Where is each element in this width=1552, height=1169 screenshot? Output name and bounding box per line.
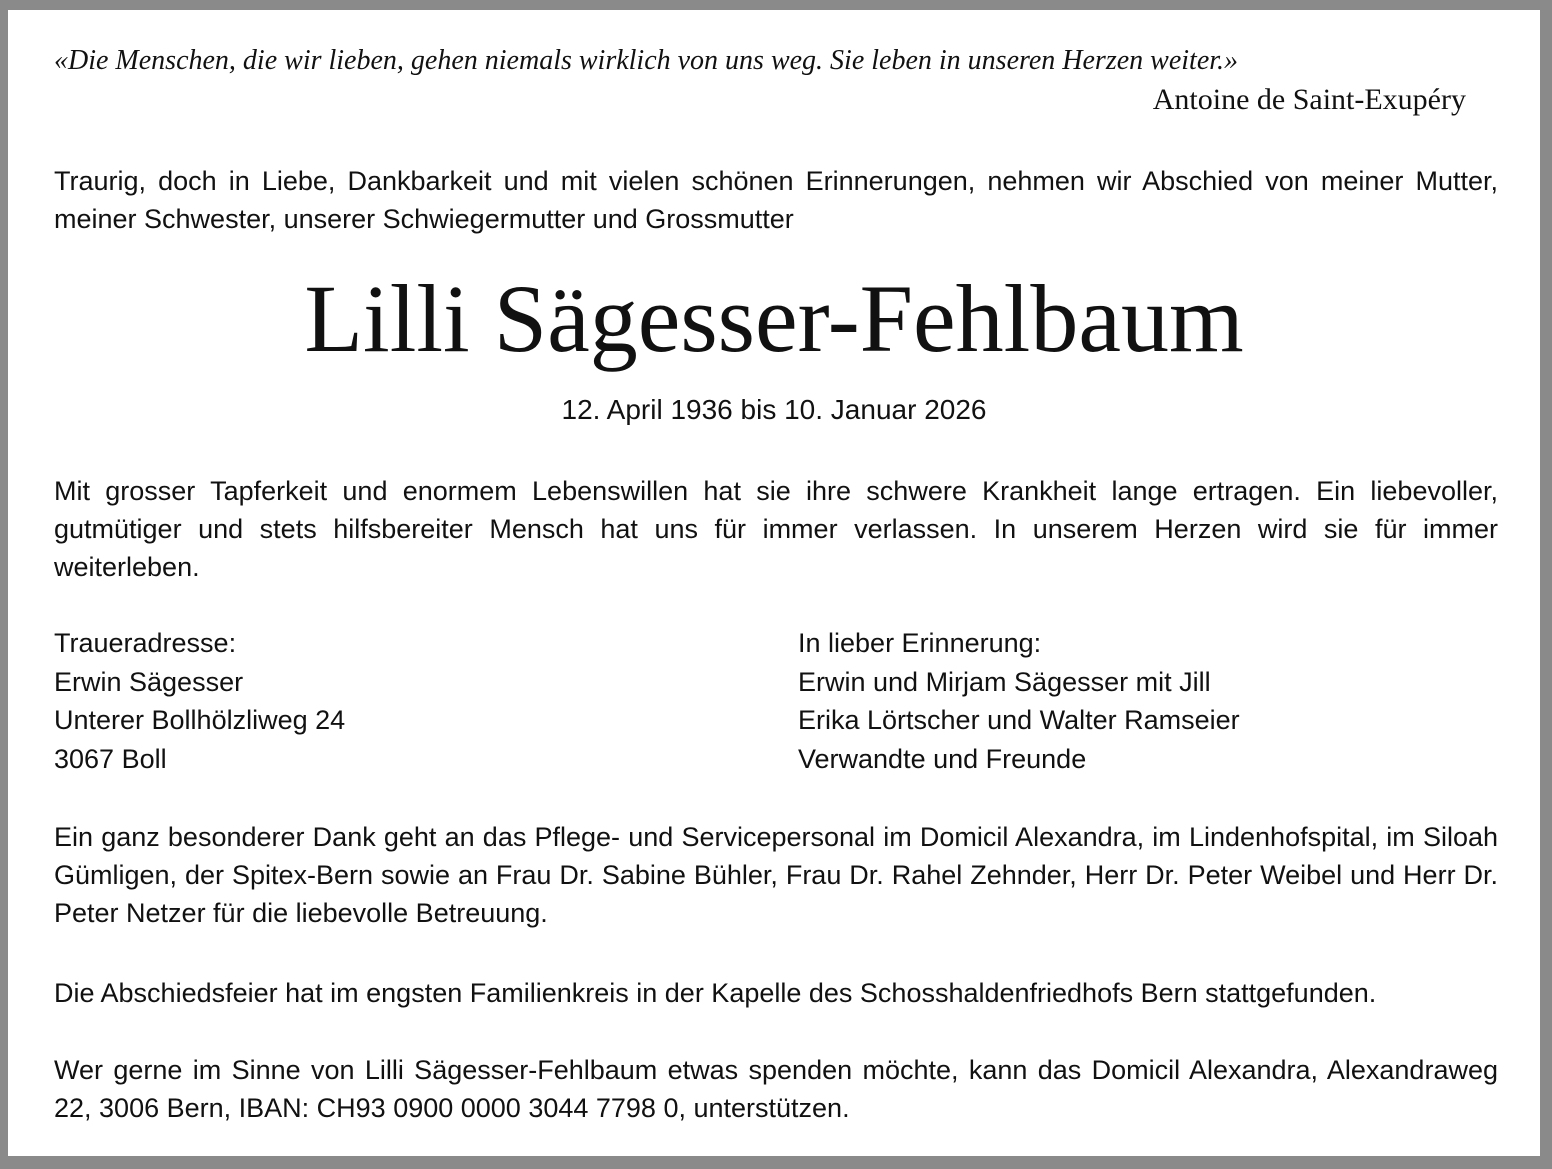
epigraph-author: Antoine de Saint-Exupéry	[1152, 83, 1466, 116]
in-memory-line: Erika Lörtscher und Walter Ramseier	[798, 705, 1240, 735]
in-memory-line: Verwandte und Freunde	[798, 743, 1087, 774]
ceremony-paragraph: Die Abschiedsfeier hat im engsten Familienkreis in der Kapelle des Schosshaldenfriedhofs Bern stattgefunden.	[54, 978, 1377, 1008]
obituary-notice	[8, 10, 1540, 1156]
mourning-address-line: Erwin Sägesser	[54, 666, 244, 697]
in-memory-block	[798, 624, 1240, 778]
epigraph-quote: «Die Menschen, die wir lieben, gehen niemals wirklich von uns weg. Sie leben in unseren Herzen weiter.»	[54, 45, 1239, 76]
deceased-name: Lilli Sägesser-Fehlbaum	[304, 265, 1244, 372]
intro-paragraph: Traurig, doch in Liebe, Dankbarkeit und mit vielen schönen Erinnerungen, nehmen wir Abschied von meiner Mutter, meiner Schwester, unserer Schwiegermutter und Grossmutter	[54, 166, 1498, 234]
mourning-address-line: Unterer Bollhölzliweg 24	[54, 705, 346, 735]
mourning-address-line: 3067 Boll	[54, 743, 167, 774]
donation-paragraph: Wer gerne im Sinne von Lilli Sägesser-Fehlbaum etwas spenden möchte, kann das Domicil Alexandra, Alexandraweg 22, 3006 Bern, IBAN: CH93 0900 0000 3044 7798 0, unterstützen.	[54, 1055, 1498, 1123]
in-memory-heading: In lieber Erinnerung:	[798, 628, 1042, 658]
thanks-paragraph: Ein ganz besonderer Dank geht an das Pflege- und Servicepersonal im Domicil Alexandra, im Lindenhofspital, im Siloah Gümligen, der Spitex-Bern sowie an Frau Dr. Sabine Bühler, Frau Dr. Rahel Zehnder, Herr Dr. Peter Weibel und Herr Dr. Peter Netzer für die liebevolle Betreuung.	[54, 822, 1498, 928]
life-dates: 12. April 1936 bis 10. Januar 2026	[561, 394, 987, 425]
in-memory-line: Erwin und Mirjam Sägesser mit Jill	[798, 666, 1211, 697]
tribute-paragraph: Mit grosser Tapferkeit und enormem Lebenswillen hat sie ihre schwere Krankheit lange ertragen. Ein liebevoller, gutmütiger und stets hilfsbereiter Mensch hat uns für immer verlassen. In unserem Herzen wird sie für immer weiterleben.	[54, 476, 1498, 582]
mourning-address-block	[54, 624, 345, 778]
mourning-address-heading: Traueradresse:	[54, 628, 237, 658]
